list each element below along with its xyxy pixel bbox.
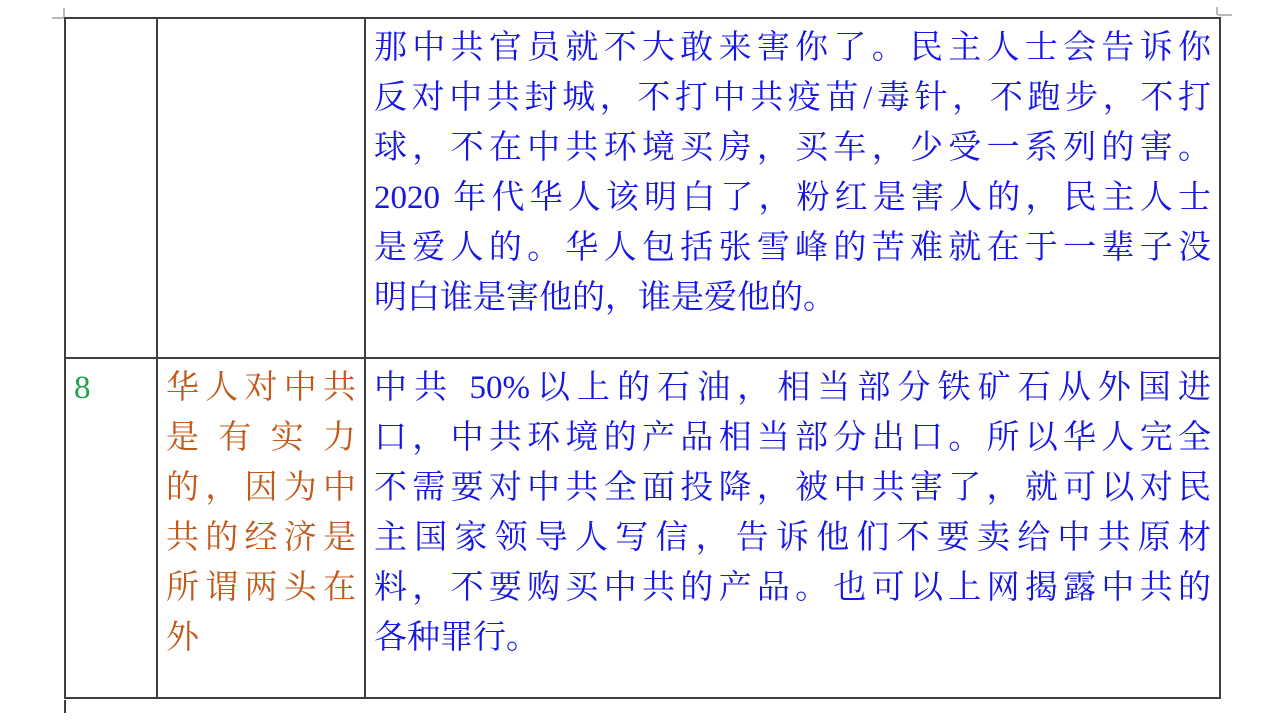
text-line: 不需要对中共全面投降，被中共害了，就可以对民 bbox=[374, 470, 1211, 506]
text-line: 那中共官员就不大敢来害你了。民主人士会告诉你 bbox=[374, 30, 1211, 66]
content-cell[interactable] bbox=[365, 358, 1220, 698]
next-row-left-border bbox=[64, 700, 66, 713]
content-cell[interactable] bbox=[365, 18, 1220, 358]
text-line: 华人对中共 bbox=[166, 370, 356, 406]
topic-cell[interactable] bbox=[157, 358, 365, 698]
margin-mark-top-left-vertical bbox=[63, 8, 65, 17]
margin-mark-top-right-vertical bbox=[1216, 7, 1218, 15]
text-line: 中共 50%以上的石油，相当部分铁矿石从外国进 bbox=[374, 370, 1211, 406]
text-line: 口，中共环境的产品相当部分出口。所以华人完全 bbox=[374, 420, 1211, 456]
table-row bbox=[65, 358, 1220, 698]
text-line: 各种罪行。 bbox=[374, 620, 539, 656]
row-number-cell[interactable] bbox=[65, 18, 157, 358]
row-number-cell[interactable] bbox=[65, 358, 157, 698]
row-number: 8 bbox=[74, 370, 91, 406]
text-line: 主国家领导人写信，告诉他们不要卖给中共原材 bbox=[374, 520, 1211, 556]
topic-cell[interactable] bbox=[157, 18, 365, 358]
text-line: 外 bbox=[166, 620, 199, 656]
text-line: 反对中共封城，不打中共疫苗/毒针，不跑步，不打 bbox=[374, 80, 1211, 116]
text-line: 明白谁是害他的，谁是爱他的。 bbox=[374, 280, 836, 316]
text-line: 是有实力 bbox=[166, 420, 356, 456]
text-line: 料，不要购买中共的产品。也可以上网揭露中共的 bbox=[374, 570, 1211, 606]
text-line: 球，不在中共环境买房，买车，少受一系列的害。 bbox=[374, 130, 1211, 166]
table-row bbox=[65, 18, 1220, 358]
text-line: 所谓两头在 bbox=[166, 570, 356, 606]
text-line: 共的经济是 bbox=[166, 520, 356, 556]
document-table bbox=[64, 17, 1221, 699]
text-line: 的，因为中 bbox=[166, 470, 356, 506]
text-line: 是爱人的。华人包括张雪峰的苦难就在于一辈子没 bbox=[374, 230, 1211, 266]
text-line: 2020 年代华人该明白了，粉红是害人的，民主人士 bbox=[374, 180, 1211, 216]
margin-mark-top-right-horizontal bbox=[1218, 14, 1232, 16]
